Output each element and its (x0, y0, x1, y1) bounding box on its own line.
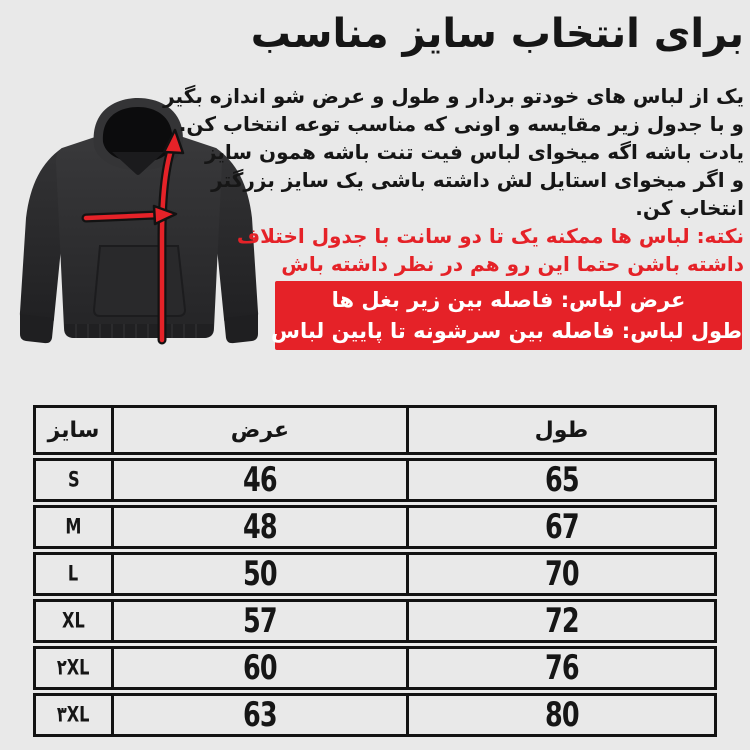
size-label: XL (62, 608, 85, 634)
width-value: 63 (243, 695, 277, 735)
table-row-3xl (33, 693, 717, 737)
table-row-l (33, 552, 717, 596)
note-line-1: نکته: لباس ها ممکنه یک تا دو سانت با جدول اختلاف (236, 224, 744, 248)
hoodie-left-cuff (20, 314, 54, 343)
size-label: ۲XL (57, 655, 90, 681)
size-table (33, 405, 717, 740)
banner-line-length: طول لباس: فاصله بین سرشونه تا پایین لباس (270, 318, 742, 343)
size-label: ۳XL (57, 702, 90, 728)
banner-line-width: عرض لباس: فاصله بین زیر بغل ها (331, 287, 686, 312)
width-value: 48 (243, 507, 277, 547)
hoodie-right-cuff (224, 314, 258, 343)
length-value: 72 (544, 601, 579, 641)
intro-line-3: یادت باشه اگه میخوای لباس فیت تنت باشه همون سایز (204, 140, 744, 164)
table-row-2xl (33, 646, 717, 690)
size-label: M (65, 514, 82, 540)
intro-line-4: و اگر میخوای استایل لش داشته باشی یک سایز بزرگتر (211, 168, 744, 192)
width-value: 50 (243, 554, 277, 594)
definitions-banner (270, 281, 742, 350)
size-label: S (67, 467, 80, 493)
length-value: 76 (544, 648, 579, 688)
note-text (236, 222, 744, 278)
width-value: 46 (243, 460, 277, 500)
intro-line-1: یک از لباس های خودتو بردار و طول و عرض شو اندازه بگیر (163, 84, 744, 108)
length-value: 70 (544, 554, 579, 594)
length-value: 67 (544, 507, 579, 547)
intro-line-5: انتخاب کن. (635, 196, 744, 220)
note-line-2: داشته باشن حتما این رو هم در نظر داشته باش (281, 252, 744, 276)
width-value: 60 (243, 648, 277, 688)
table-row-s (33, 458, 717, 502)
intro-line-2: و با جدول زیر مقایسه و اونی که مناسب توعه انتخاب کن. (178, 112, 744, 136)
intro-text (163, 82, 744, 222)
hoodie-pocket (94, 246, 185, 316)
size-label: L (68, 561, 79, 587)
header-width: عرض (114, 408, 409, 452)
width-value: 57 (243, 601, 277, 641)
length-value: 80 (544, 695, 579, 735)
table-row-xl (33, 599, 717, 643)
table-row-m (33, 505, 717, 549)
header-length: طول (534, 417, 589, 443)
page-title: برای انتخاب سایز مناسب (250, 11, 744, 57)
size-table-header-row (33, 405, 717, 455)
header-size: سایز (36, 408, 114, 452)
length-value: 65 (544, 460, 579, 500)
